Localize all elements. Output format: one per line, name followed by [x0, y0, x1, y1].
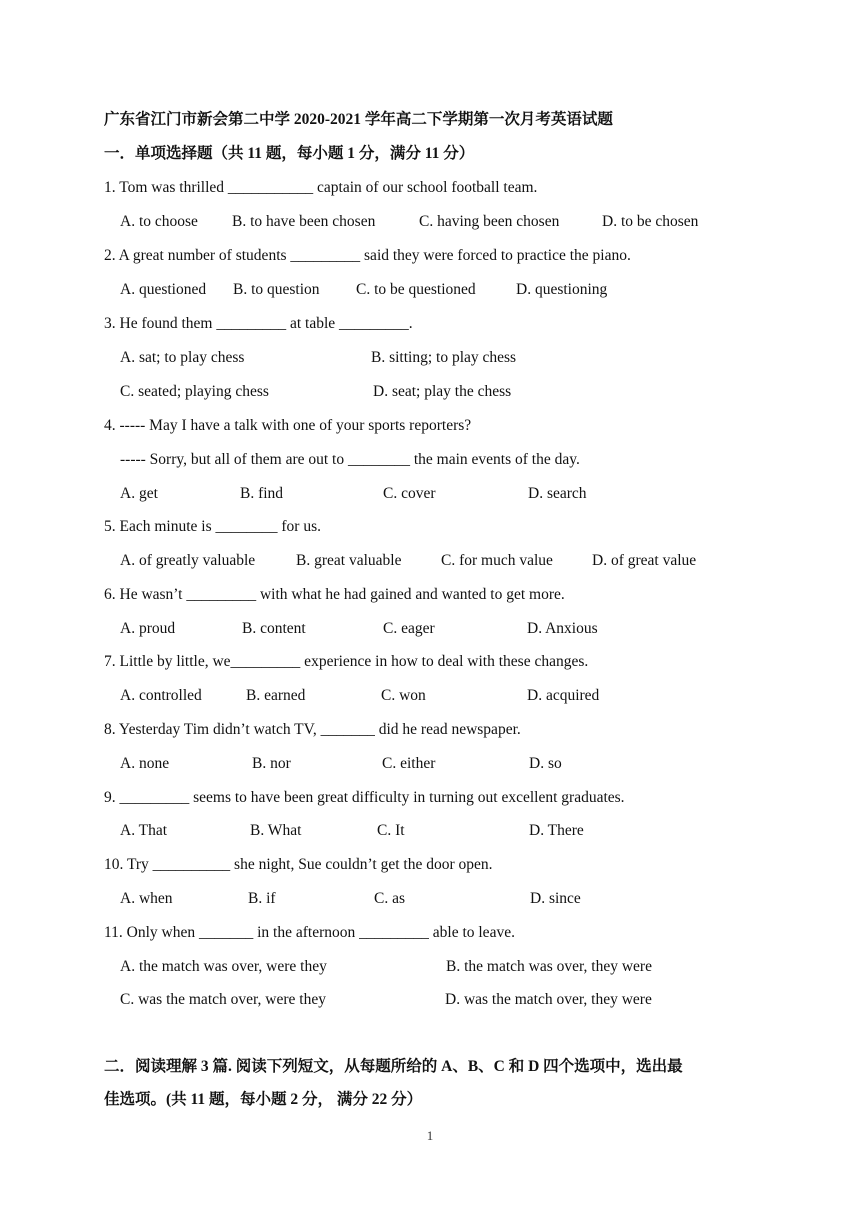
- q6-option-d: D. Anxious: [527, 620, 598, 637]
- q4-option-b: B. find: [240, 485, 284, 502]
- question-5-stem: 5. Each minute is ________ for us.: [104, 518, 321, 535]
- question-6-stem: 6. He wasn’t _________ with what he had gained and wanted to get more.: [104, 586, 565, 603]
- q9-option-c: C. It: [377, 822, 405, 839]
- q8-option-a: A. none: [120, 755, 170, 772]
- q1-option-b: B. to have been chosen: [232, 213, 376, 230]
- q3-option-c: C. seated; playing chess: [120, 383, 269, 400]
- q2-option-d: D. questioning: [516, 281, 608, 298]
- section2-heading-line1: 二．阅读理解 3 篇. 阅读下列短文，从每题所给的 A、B、C 和 D 四个选项中，选出最: [104, 1058, 683, 1075]
- q11-option-c: C. was the match over, were they: [120, 991, 326, 1008]
- section2-heading-line2: 佳选项。(共 11 题，每小题 2 分， 满分 22 分）: [104, 1091, 423, 1108]
- q2-option-a: A. questioned: [120, 281, 207, 298]
- exam-title: 广东省江门市新会第二中学 2020-2021 学年高二下学期第一次月考英语试题: [104, 111, 613, 128]
- q9-option-a: A. That: [120, 822, 168, 839]
- q4-option-a: A. get: [120, 485, 158, 502]
- q7-option-a: A. controlled: [120, 687, 202, 704]
- q3-option-a: A. sat; to play chess: [120, 349, 245, 366]
- q2-option-c: C. to be questioned: [356, 281, 476, 298]
- question-8-stem: 8. Yesterday Tim didn’t watch TV, _______ did he read newspaper.: [104, 721, 521, 738]
- q8-option-b: B. nor: [252, 755, 291, 772]
- q9-option-b: B. What: [250, 822, 302, 839]
- q10-option-a: A. when: [120, 890, 173, 907]
- question-10-stem: 10. Try __________ she night, Sue couldn’t get the door open.: [104, 856, 493, 873]
- q5-option-d: D. of great value: [592, 552, 697, 569]
- q6-option-b: B. content: [242, 620, 306, 637]
- q11-option-a: A. the match was over, were they: [120, 958, 327, 975]
- page-number: 1: [426, 1128, 434, 1143]
- q4-option-d: D. search: [528, 485, 587, 502]
- q7-option-c: C. won: [381, 687, 426, 704]
- q8-option-c: C. either: [382, 755, 436, 772]
- section1-heading: 一．单项选择题（共 11 题，每小题 1 分，满分 11 分）: [104, 145, 475, 162]
- q3-option-b: B. sitting; to play chess: [371, 349, 517, 366]
- q3-option-d: D. seat; play the chess: [373, 383, 512, 400]
- q4-option-c: C. cover: [383, 485, 436, 502]
- q10-option-c: C. as: [374, 890, 405, 907]
- q6-option-c: C. eager: [383, 620, 435, 637]
- q10-option-d: D. since: [530, 890, 581, 907]
- question-9-stem: 9. _________ seems to have been great difficulty in turning out excellent graduates.: [104, 789, 625, 806]
- question-3-stem: 3. He found them _________ at table _________.: [104, 315, 413, 332]
- q10-option-b: B. if: [248, 890, 276, 907]
- question-2-stem: 2. A great number of students _________ said they were forced to practice the piano.: [104, 247, 631, 264]
- q1-option-c: C. having been chosen: [419, 213, 560, 230]
- q9-option-d: D. There: [529, 822, 584, 839]
- q5-option-a: A. of greatly valuable: [120, 552, 256, 569]
- question-7-stem: 7. Little by little, we_________ experience in how to deal with these changes.: [104, 653, 589, 670]
- q5-option-c: C. for much value: [441, 552, 553, 569]
- q7-option-d: D. acquired: [527, 687, 600, 704]
- question-1-stem: 1. Tom was thrilled ___________ captain of our school football team.: [104, 179, 538, 196]
- q1-option-a: A. to choose: [120, 213, 198, 230]
- q11-option-b: B. the match was over, they were: [446, 958, 652, 975]
- q11-option-d: D. was the match over, they were: [445, 991, 652, 1008]
- question-11-stem: 11. Only when _______ in the afternoon _________ able to leave.: [104, 924, 515, 941]
- q2-option-b: B. to question: [233, 281, 320, 298]
- question-4-reply: ----- Sorry, but all of them are out to ________ the main events of the day.: [120, 451, 580, 468]
- q7-option-b: B. earned: [246, 687, 306, 704]
- q1-option-d: D. to be chosen: [602, 213, 699, 230]
- q5-option-b: B. great valuable: [296, 552, 402, 569]
- q6-option-a: A. proud: [120, 620, 176, 637]
- question-4-stem: 4. ----- May I have a talk with one of your sports reporters?: [104, 417, 472, 434]
- q8-option-d: D. so: [529, 755, 562, 772]
